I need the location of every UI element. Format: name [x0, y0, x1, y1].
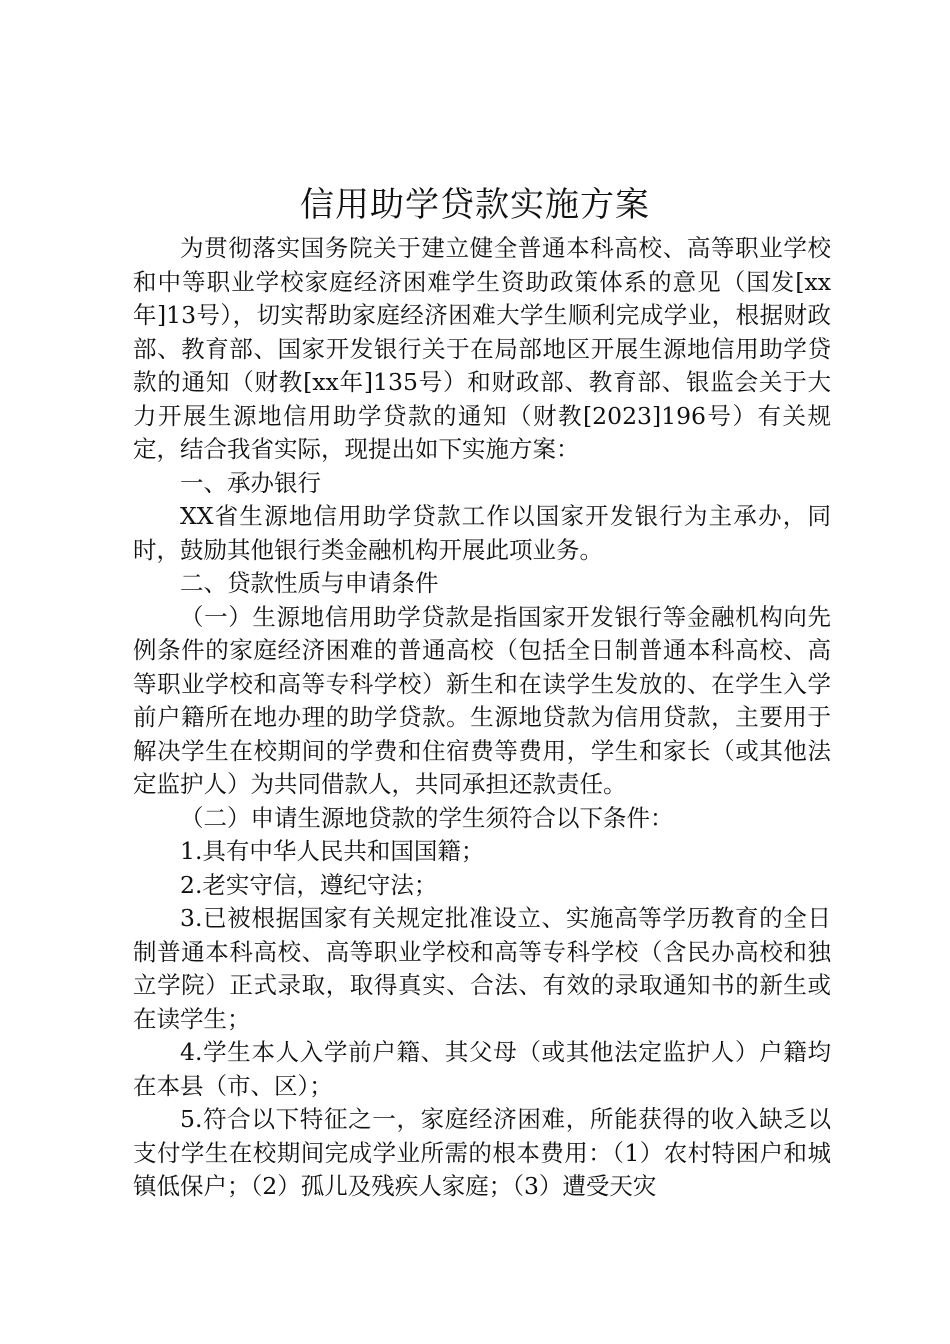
document-title: 信用助学贷款实施方案 [300, 185, 650, 225]
condition-item-1: 1.具有中华人民共和国国籍； [180, 837, 485, 865]
intro-paragraph: 为贯彻落实国务院关于建立健全普通本科高校、高等职业学校和中等职业学校家庭经济困难学生资助政策体系的意见（国发[xx年]13号），切实帮助家庭经济困难大学生顺利完成学业，根据财政部、教育部、国家开发银行关于在局部地区开展生源地信用助学贷款的通知（财教[xx年]135号）和财政部、教育部、银监会关于大力开展生源地信用助学贷款的通知（财教[2023]196号）有关规定，结合我省实际，现提出如下实施方案： [133, 234, 831, 463]
subsection-1-paragraph: （一）生源地信用助学贷款是指国家开发银行等金融机构向先例条件的家庭经济困难的普通高校（包括全日制普通本科高校、高等职业学校和高等专科学校）新生和在读学生发放的、在学生入学前户籍所在地办理的助学贷款。生源地贷款为信用贷款，主要用于解决学生在校期间的学费和住宿费等费用，学生和家长（或其他法定监护人）为共同借款人，共同承担还款责任。 [133, 602, 831, 798]
section-1-paragraph: XX省生源地信用助学贷款工作以国家开发银行为主承办，同时，鼓励其他银行类金融机构开展此项业务。 [133, 502, 831, 564]
section-heading-2: 二、贷款性质与申请条件 [180, 569, 439, 597]
condition-item-4: 4.学生本人入学前户籍、其父母（或其他法定监护人）户籍均在本县（市、区）； [133, 1038, 831, 1100]
condition-item-3: 3.已被根据国家有关规定批准设立、实施高等学历教育的全日制普通本科高校、高等职业学校和高等专科学校（含民办高校和独立学院）正式录取，取得真实、合法、有效的录取通知书的新生或在读学生； [133, 904, 831, 1033]
subsection-2-paragraph: （二）申请生源地贷款的学生须符合以下条件： [180, 803, 674, 832]
condition-item-5: 5.符合以下特征之一，家庭经济困难，所能获得的收入缺乏以支付学生在校期间完成学业所需的根本费用：（1）农村特困户和城镇低保户；（2）孤儿及残疾人家庭；（3）遭受天灾 [133, 1105, 831, 1200]
section-heading-1: 一、承办银行 [180, 468, 321, 497]
condition-item-2: 2.老实守信，遵纪守法； [180, 870, 438, 899]
document-body [133, 232, 831, 1204]
